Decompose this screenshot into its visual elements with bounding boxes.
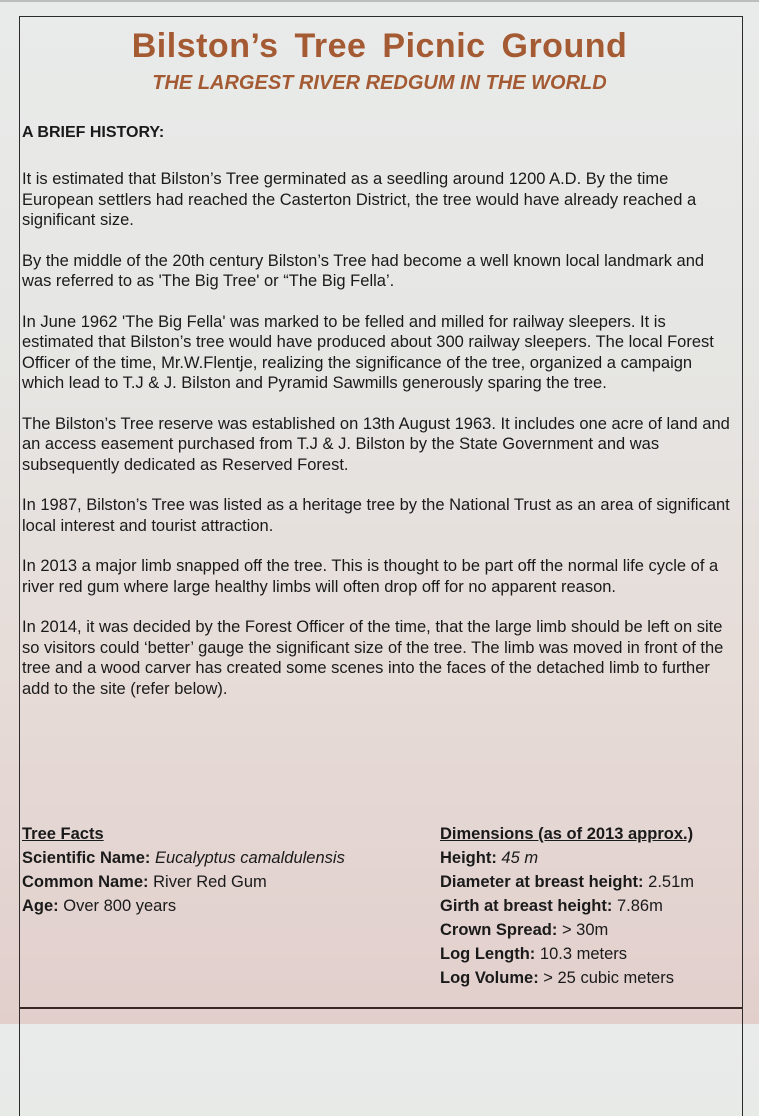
sign-title: Bilston’s Tree Picnic Ground bbox=[131, 27, 628, 65]
history-paragraph: In 2014, it was decided by the Forest Officer of the time, that the large limb should be left on site so visitors could ‘better’ gauge the significant size of the tree. The limb was moved in front of the tree and a wood carver has created some scenes into the faces of the detached limb to further add to the site (refer below). bbox=[22, 618, 724, 698]
dim-height: Height: 45 m bbox=[440, 849, 539, 867]
history-paragraph: In 2013 a major limb snapped off the tree. This is thought to be part off the normal life cycle of a river red gum where large healthy limbs will often drop off for no apparent reason. bbox=[22, 557, 719, 596]
tree-facts-heading: Tree Facts bbox=[22, 825, 104, 843]
dim-log-length: Log Length: 10.3 meters bbox=[440, 945, 628, 963]
history-paragraph: In June 1962 'The Big Fella' was marked to be felled and milled for railway sleepers. It is estimated that Bilston’s tree would have produced about 300 railway sleepers. The local Forest Officer of the time, Mr.W.Flentje, realizing the significance of the tree, organized a campaign which lead to T.J & J. Bilston and Pyramid Sawmills generously sparing the tree. bbox=[22, 312, 714, 392]
sign-subtitle: THE LARGEST RIVER REDGUM IN THE WORLD bbox=[152, 72, 607, 94]
dim-log-volume: Log Volume: > 25 cubic meters bbox=[440, 969, 674, 987]
bottom-divider bbox=[19, 1007, 743, 1009]
fact-common-name: Common Name: River Red Gum bbox=[22, 873, 267, 891]
dimensions bbox=[440, 822, 740, 990]
history-section bbox=[22, 124, 737, 719]
history-paragraph: In 1987, Bilston’s Tree was listed as a heritage tree by the National Trust as an area of significant local interest and tourist attraction. bbox=[22, 496, 730, 535]
history-paragraph: The Bilston’s Tree reserve was established on 13th August 1963. It includes one acre of land and an access easement purchased from T.J & J. Bilston by the State Government and was subsequently dedicated as Reserved Forest. bbox=[22, 414, 730, 474]
dim-crown-spread: Crown Spread: > 30m bbox=[440, 921, 609, 939]
history-paragraph: By the middle of the 20th century Bilston’s Tree had become a well known local landmark and was referred to as 'The Big Tree' or “The Big Fella’. bbox=[22, 251, 705, 290]
history-heading: A BRIEF HISTORY: bbox=[22, 124, 165, 141]
dim-diameter: Diameter at breast height: 2.51m bbox=[440, 873, 695, 891]
tree-facts bbox=[22, 822, 422, 918]
fact-age: Age: Over 800 years bbox=[22, 897, 177, 915]
photo-edge-line bbox=[0, 0, 759, 2]
dimensions-heading: Dimensions (as of 2013 approx.) bbox=[440, 825, 694, 843]
dim-girth: Girth at breast height: 7.86m bbox=[440, 897, 663, 915]
fact-scientific-name: Scientific Name: Eucalyptus camaldulensis bbox=[22, 849, 345, 867]
history-paragraph: It is estimated that Bilston’s Tree germinated as a seedling around 1200 A.D. By the time European settlers had reached the Casterton District, the tree would have already reached a significant size. bbox=[22, 170, 697, 229]
